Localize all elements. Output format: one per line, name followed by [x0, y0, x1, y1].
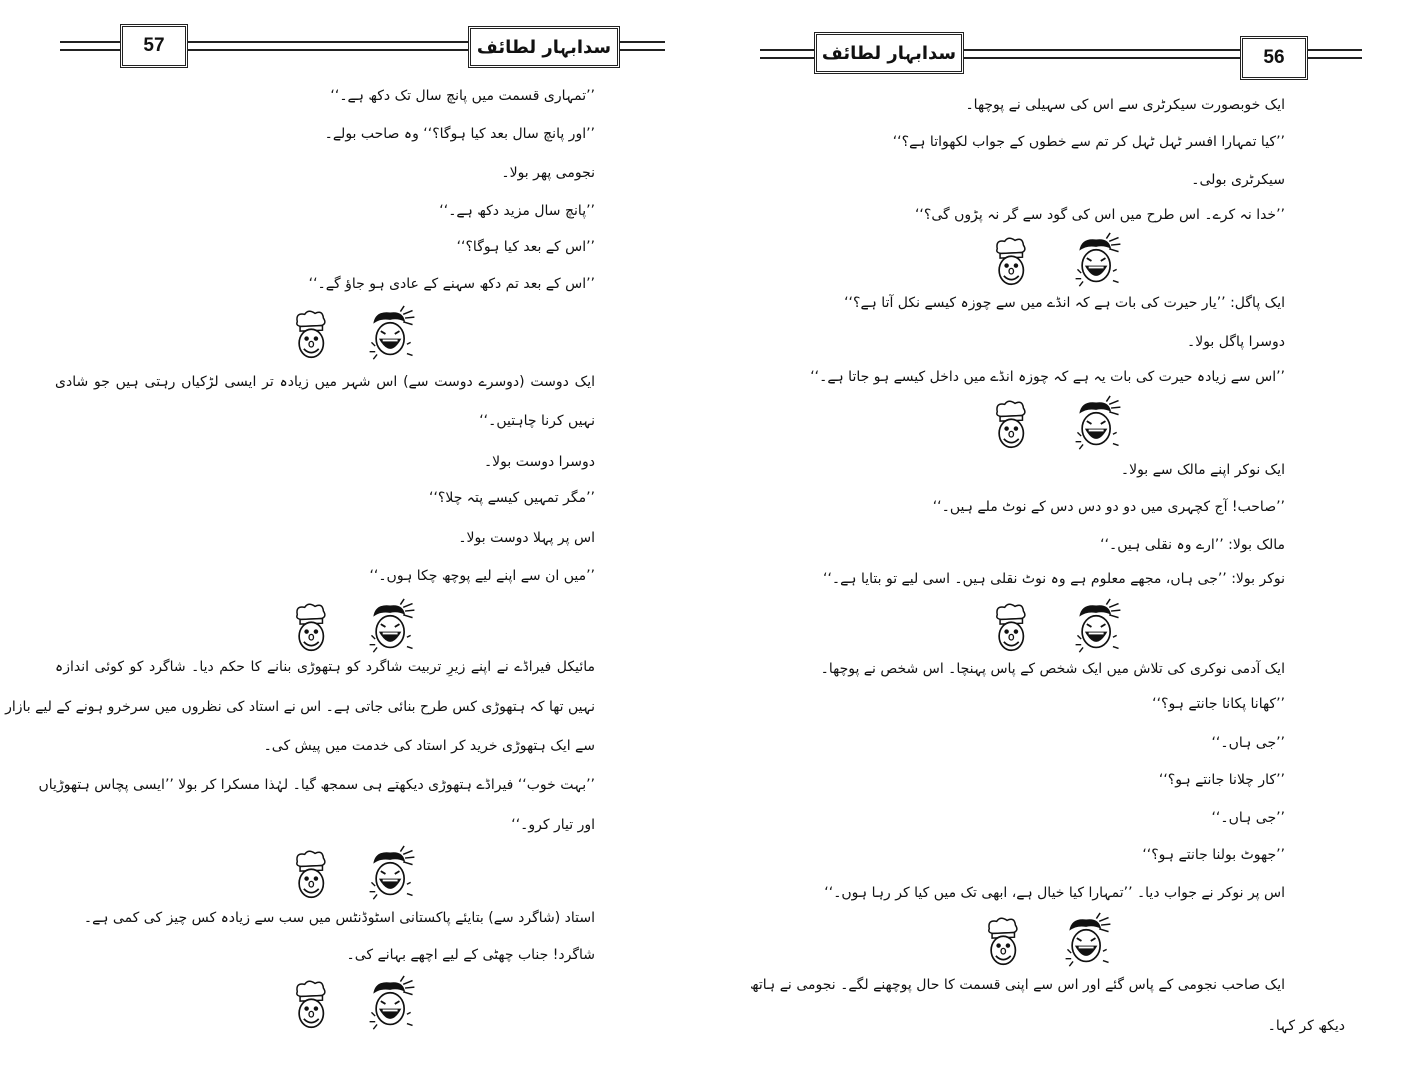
text-line: ’’اس کے بعد کیا ہوگا؟‘‘ [456, 239, 595, 255]
cartoon-divider [290, 975, 420, 1031]
text-line: مالک بولا: ’’ارے وہ نقلی ہیں۔‘‘ [1100, 537, 1285, 553]
text-line: ’’اور پانچ سال بعد کیا ہوگا؟‘‘ وہ صاحب بولے۔ [324, 126, 595, 142]
text-line: ’’جی ہاں۔‘‘ [1211, 810, 1285, 826]
text-line: ’’کار چلانا جانتے ہو؟‘‘ [1158, 772, 1285, 788]
laughing-cartoon-icon [366, 598, 418, 654]
text-line: ’’جھوٹ بولنا جانتے ہو؟‘‘ [1142, 847, 1285, 863]
header-title: سدابہار لطائف [814, 32, 964, 74]
text-line: اس پر پہلا دوست بولا۔ [458, 530, 595, 546]
laughing-cartoon-icon [366, 305, 418, 361]
text-line: ’’اس سے زیادہ حیرت کی بات یہ ہے کہ چوزہ انڈے میں داخل کیسے ہو جاتا ہے۔‘‘ [810, 369, 1285, 385]
page-number: 57 [120, 24, 188, 68]
text-line: ’’پانچ سال مزید دکھ ہے۔‘‘ [439, 203, 595, 219]
text-line: ’’میں ان سے اپنے لیے پوچھ چکا ہوں۔‘‘ [369, 568, 595, 584]
cartoon-divider [290, 305, 420, 361]
chef-cartoon-icon [990, 395, 1040, 451]
text-line: سیکرٹری بولی۔ [1191, 172, 1285, 188]
text-line: دوسرا پاگل بولا۔ [1187, 334, 1285, 350]
cartoon-divider [990, 598, 1120, 654]
text-line: نجومی پھر بولا۔ [501, 165, 595, 181]
laughing-cartoon-icon [1072, 598, 1124, 654]
text-line: ایک دوست (دوسرے دوست سے) اس شہر میں زیادہ تر ایسی لڑکیاں رہتی ہیں جو شادی [55, 374, 595, 390]
header-title: سدابہار لطائف [468, 26, 620, 68]
page-57 [0, 0, 700, 1080]
laughing-cartoon-icon [366, 845, 418, 901]
cartoon-divider [990, 395, 1120, 451]
chef-cartoon-icon [982, 912, 1032, 968]
text-line: اور تیار کرو۔‘‘ [511, 817, 595, 833]
cartoon-divider [990, 232, 1120, 288]
text-line: ’’اس کے بعد تم دکھ سہنے کے عادی ہو جاؤ گے۔‘‘ [308, 276, 595, 292]
text-line: ’’کیا تمہارا افسر ٹہل ٹہل کر تم سے خطوں کے جواب لکھواتا ہے؟‘‘ [892, 134, 1285, 150]
cartoon-divider [290, 845, 420, 901]
text-line: ایک نوکر اپنے مالک سے بولا۔ [1120, 462, 1285, 478]
text-line: ’’کھانا پکانا جانتے ہو؟‘‘ [1152, 696, 1285, 712]
laughing-cartoon-icon [366, 975, 418, 1031]
text-line: استاد (شاگرد سے) بتایئے پاکستانی اسٹوڈنٹس میں سب سے زیادہ کس چیز کی کمی ہے۔ [83, 910, 595, 926]
text-line: شاگرد! جناب چھٹی کے لیے اچھے بہانے کی۔ [346, 947, 595, 963]
laughing-cartoon-icon [1062, 912, 1114, 968]
page-56 [720, 0, 1419, 1080]
text-line: نہیں تھا کہ ہتھوڑی کس طرح بنائی جاتی ہے۔ اس نے استاد کی نظروں میں سرخرو ہونے کے لیے بازار [5, 699, 595, 715]
chef-cartoon-icon [290, 845, 340, 901]
text-line: ’’خدا نہ کرے۔ اس طرح میں اس کی گود سے گر نہ پڑوں گی؟‘‘ [914, 207, 1285, 223]
text-line: ’’جی ہاں۔‘‘ [1211, 735, 1285, 751]
text-line: نہیں کرنا چاہتیں۔‘‘ [479, 413, 595, 429]
text-line: ’’صاحب! آج کچہری میں دو دو دس دس کے نوٹ ملے ہیں۔‘‘ [932, 499, 1285, 515]
text-line: سے ایک ہتھوڑی خرید کر استاد کی خدمت میں پیش کی۔ [263, 738, 595, 754]
cartoon-divider [290, 598, 420, 654]
text-line: ایک آدمی نوکری کی تلاش میں ایک شخص کے پاس پہنچا۔ اس شخص نے پوچھا۔ [820, 661, 1285, 677]
page-header [60, 24, 665, 70]
text-line: دوسرا دوست بولا۔ [483, 454, 595, 470]
text-line: ایک پاگل: ’’یار حیرت کی بات ہے کہ انڈے میں سے چوزہ کیسے نکل آتا ہے؟‘‘ [844, 295, 1285, 311]
chef-cartoon-icon [990, 232, 1040, 288]
text-line: دیکھ کر کہا۔ [1267, 1018, 1345, 1034]
chef-cartoon-icon [990, 598, 1040, 654]
text-line: مائیکل فیراڈے نے اپنے زیرِ تربیت شاگرد کو ہتھوڑی بنانے کا حکم دیا۔ شاگرد کو کوئی اندازہ [55, 659, 595, 675]
cartoon-divider [982, 912, 1112, 968]
text-line: ’’بہت خوب‘‘ فیراڈے ہتھوڑی دیکھتے ہی سمجھ گیا۔ لہٰذا مسکرا کر بولا ’’ایسی پچاس ہتھوڑیاں [38, 777, 595, 793]
text-line: اس پر نوکر نے جواب دیا۔ ’’تمہارا کیا خیال ہے، ابھی تک میں کیا کر رہا ہوں۔‘‘ [824, 885, 1285, 901]
laughing-cartoon-icon [1072, 395, 1124, 451]
laughing-cartoon-icon [1072, 232, 1124, 288]
text-line: ایک خوبصورت سیکرٹری سے اس کی سہیلی نے پوچھا۔ [965, 97, 1285, 113]
text-line: ایک صاحب نجومی کے پاس گئے اور اس سے اپنی قسمت کا حال پوچھنے لگے۔ نجومی نے ہاتھ [750, 977, 1285, 993]
text-line: ’’مگر تمہیں کیسے پتہ چلا؟‘‘ [429, 490, 595, 506]
text-line: ’’تمہاری قسمت میں پانچ سال تک دکھ ہے۔‘‘ [330, 88, 595, 104]
text-line: نوکر بولا: ’’جی ہاں، مجھے معلوم ہے وہ نوٹ نقلی ہیں۔ اسی لیے تو بتایا ہے۔‘‘ [823, 571, 1285, 587]
page-number: 56 [1240, 36, 1308, 80]
page-header [760, 24, 1362, 70]
chef-cartoon-icon [290, 975, 340, 1031]
chef-cartoon-icon [290, 305, 340, 361]
chef-cartoon-icon [290, 598, 340, 654]
